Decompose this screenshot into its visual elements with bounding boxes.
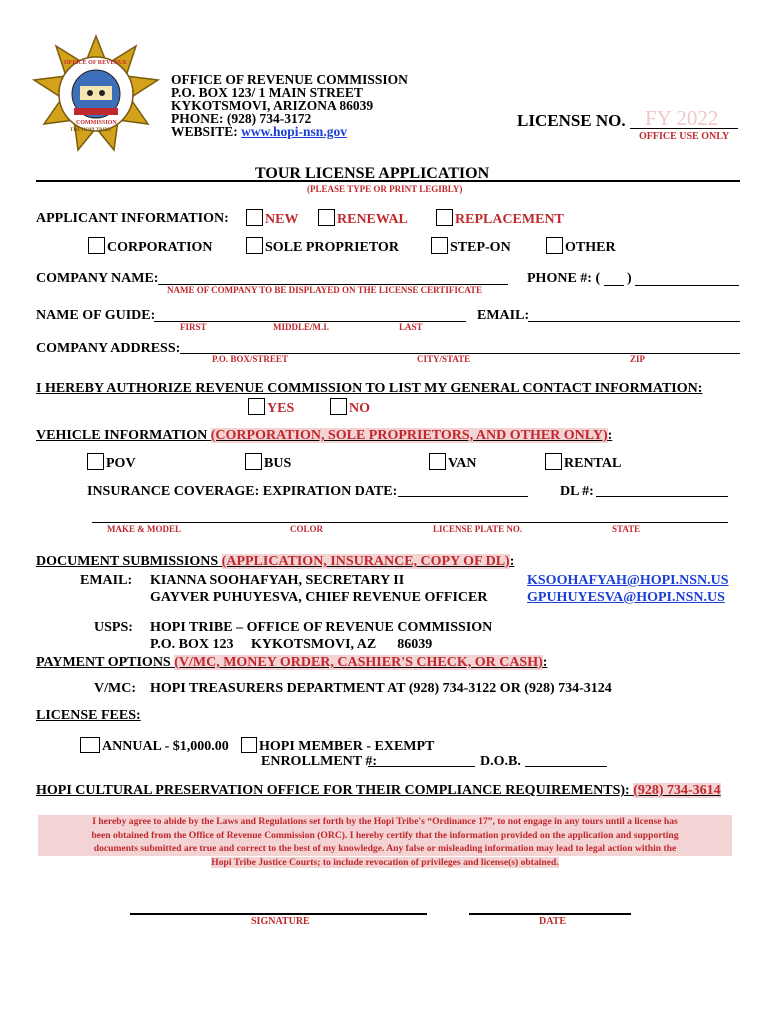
cultural-phone: (928) 734-3614 — [633, 783, 721, 798]
signature-line[interactable] — [130, 913, 427, 915]
documents-email-label: EMAIL: — [80, 573, 133, 588]
authorize-yes[interactable]: YES — [248, 398, 294, 417]
seal-text-bottom: COMMISSION — [76, 120, 117, 126]
date-line[interactable] — [469, 913, 631, 915]
payment-heading: PAYMENT OPTIONS (V/MC, MONEY ORDER, CASHIER'S CHECK, OR CASH): — [36, 655, 548, 670]
option-new[interactable]: NEW — [246, 209, 298, 228]
office-city: KYKOTSMOVI, ARIZONA 86039 — [171, 98, 374, 113]
new-checkbox[interactable] — [246, 209, 263, 226]
company-name-label: COMPANY NAME: — [36, 271, 159, 286]
vehicle-bus[interactable]: BUS — [245, 453, 291, 472]
office-address-block — [171, 73, 408, 138]
documents-note: (APPLICATION, INSURANCE, COPY OF DL) — [221, 554, 510, 569]
contact-email-2[interactable]: GPUHUYESVA@HOPI.NSN.US — [527, 590, 725, 605]
authorize-no[interactable]: NO — [330, 398, 370, 417]
vmc-label: V/MC: — [94, 681, 136, 696]
enrollment-label: ENROLLMENT #: — [261, 754, 378, 769]
plate-hint: LICENSE PLATE NO. — [433, 524, 523, 534]
van-checkbox[interactable] — [429, 453, 446, 470]
vehicle-rental[interactable]: RENTAL — [545, 453, 621, 472]
other-checkbox[interactable] — [546, 237, 563, 254]
fee-exempt[interactable]: HOPI MEMBER - EXEMPT — [241, 737, 434, 755]
contact-person-2: GAYVER PUHUYESVA, CHIEF REVENUE OFFICER — [150, 590, 488, 605]
vehicle-info-note: (CORPORATION, SOLE PROPRIETORS, AND OTHER ONLY) — [210, 428, 608, 443]
vehicle-info-heading: VEHICLE INFORMATION (CORPORATION, SOLE PROPRIETORS, AND OTHER ONLY): — [36, 428, 613, 443]
license-fees-heading: LICENSE FEES: — [36, 708, 141, 723]
vmc-text: HOPI TREASURERS DEPARTMENT AT (928) 734-3122 OR (928) 734-3124 — [150, 681, 612, 696]
option-replacement[interactable]: REPLACEMENT — [436, 209, 564, 228]
guide-name-label: NAME OF GUIDE: — [36, 308, 156, 323]
company-address-label: COMPANY ADDRESS: — [36, 341, 181, 356]
agreement-line-4: Hopi Tribe Justice Courts; to include revocation of privileges and license(s) obtained. — [211, 856, 559, 868]
step-on-checkbox[interactable] — [431, 237, 448, 254]
insurance-label: INSURANCE COVERAGE: EXPIRATION DATE: — [87, 484, 398, 499]
office-phone: PHONE: (928) 734-3172 — [171, 111, 312, 126]
email-label: EMAIL: — [477, 308, 530, 323]
applicant-info-label: APPLICANT INFORMATION: — [36, 211, 229, 226]
enrollment-field[interactable] — [368, 766, 475, 767]
make-model-hint: MAKE & MODEL — [107, 524, 181, 534]
color-hint: COLOR — [290, 524, 324, 534]
office-seal — [30, 34, 162, 152]
license-no-label: LICENSE NO. — [517, 111, 626, 130]
guide-first-hint: FIRST — [180, 322, 207, 332]
agreement-line-1: I hereby agree to abide by the Laws and Regulations set forth by the Hopi Tribe's “Ordinance 17”, to not engage in any tours until a license has — [38, 815, 732, 829]
option-other[interactable]: OTHER — [546, 237, 616, 256]
option-sole-proprietor[interactable]: SOLE PROPRIETOR — [246, 237, 399, 256]
pov-checkbox[interactable] — [87, 453, 104, 470]
cultural-heading: HOPI CULTURAL PRESERVATION OFFICE FOR THEIR COMPLIANCE REQUIREMENTS): (928) 734-3614 — [36, 783, 721, 798]
corporation-checkbox[interactable] — [88, 237, 105, 254]
contact-email-1[interactable]: KSOOHAFYAH@HOPI.NSN.US — [527, 573, 729, 588]
signature-label: SIGNATURE — [251, 916, 310, 927]
documents-heading: DOCUMENT SUBMISSIONS (APPLICATION, INSURANCE, COPY OF DL): — [36, 554, 515, 569]
dob-field[interactable] — [525, 766, 607, 767]
seal-text-top: OFFICE OF REVENUE — [64, 60, 128, 66]
phone-close-paren: ) — [627, 271, 632, 286]
company-name-hint: NAME OF COMPANY TO BE DISPLAYED ON THE LICENSE CERTIFICATE — [167, 285, 483, 295]
bus-checkbox[interactable] — [245, 453, 262, 470]
email-field[interactable] — [528, 321, 740, 322]
state-hint: STATE — [612, 524, 641, 534]
renewal-checkbox[interactable] — [318, 209, 335, 226]
vehicle-details-field[interactable] — [92, 522, 728, 523]
agreement-line-2: been obtained from the Office of Revenue Commission (ORC). I hereby certify that the information provided on the application and supporting — [38, 829, 732, 843]
usps-label: USPS: — [94, 620, 133, 635]
office-use-only: OFFICE USE ONLY — [639, 131, 730, 142]
address-street-hint: P.O. BOX/STREET — [212, 354, 288, 364]
license-no-value[interactable]: FY 2022 — [645, 106, 719, 130]
option-renewal[interactable]: RENEWAL — [318, 209, 408, 228]
phone-label: PHONE #: ( — [527, 271, 601, 286]
form-title: TOUR LICENSE APPLICATION — [255, 165, 490, 182]
address-zip-hint: ZIP — [630, 354, 646, 364]
dl-label: DL #: — [560, 484, 594, 499]
guide-middle-hint: MIDDLE/M.I. — [273, 322, 329, 332]
rental-checkbox[interactable] — [545, 453, 562, 470]
form-subtitle: (PLEASE TYPE OR PRINT LEGIBLY) — [307, 184, 463, 194]
vehicle-van[interactable]: VAN — [429, 453, 477, 472]
phone-field[interactable] — [635, 285, 739, 286]
option-step-on[interactable]: STEP-ON — [431, 237, 511, 256]
yes-checkbox[interactable] — [248, 398, 265, 415]
date-label: DATE — [539, 916, 567, 927]
authorize-text: I HEREBY AUTHORIZE REVENUE COMMISSION TO LIST MY GENERAL CONTACT INFORMATION: — [36, 381, 703, 396]
exempt-checkbox[interactable] — [241, 737, 257, 753]
contact-person-1: KIANNA SOOHAFYAH, SECRETARY II — [150, 573, 405, 588]
phone-area-field[interactable] — [604, 285, 624, 286]
agreement-text — [38, 815, 732, 869]
option-corporation[interactable]: CORPORATION — [88, 237, 213, 256]
office-website: WEBSITE: www.hopi-nsn.gov — [171, 124, 347, 139]
usps-line-2: P.O. BOX 123 KYKOTSMOVI, AZ 86039 — [150, 637, 433, 652]
license-no-line — [630, 128, 738, 129]
no-checkbox[interactable] — [330, 398, 347, 415]
sole-proprietor-checkbox[interactable] — [246, 237, 263, 254]
annual-checkbox[interactable] — [80, 737, 100, 753]
website-link[interactable]: www.hopi-nsn.gov — [241, 124, 347, 139]
guide-last-hint: LAST — [399, 322, 423, 332]
usps-line-1: HOPI TRIBE – OFFICE OF REVENUE COMMISSION — [150, 620, 493, 635]
seal-text-tribe: THE HOPI TRIBE — [70, 128, 112, 133]
vehicle-pov[interactable]: POV — [87, 453, 136, 472]
agreement-line-3: documents submitted are true and correct to the best of my knowledge. Any false or misleading information may lead to legal action within the — [38, 842, 732, 856]
replacement-checkbox[interactable] — [436, 209, 453, 226]
dob-label: D.O.B. — [480, 754, 521, 769]
fee-annual[interactable]: ANNUAL - $1,000.00 — [80, 737, 229, 755]
dl-field[interactable] — [596, 496, 728, 497]
payment-note: (V/MC, MONEY ORDER, CASHIER'S CHECK, OR CASH) — [174, 655, 543, 670]
insurance-expiration-field[interactable] — [398, 496, 528, 497]
office-address: P.O. BOX 123/ 1 MAIN STREET — [171, 85, 363, 100]
office-name: OFFICE OF REVENUE COMMISSION — [171, 72, 408, 87]
address-city-hint: CITY/STATE — [417, 354, 471, 364]
